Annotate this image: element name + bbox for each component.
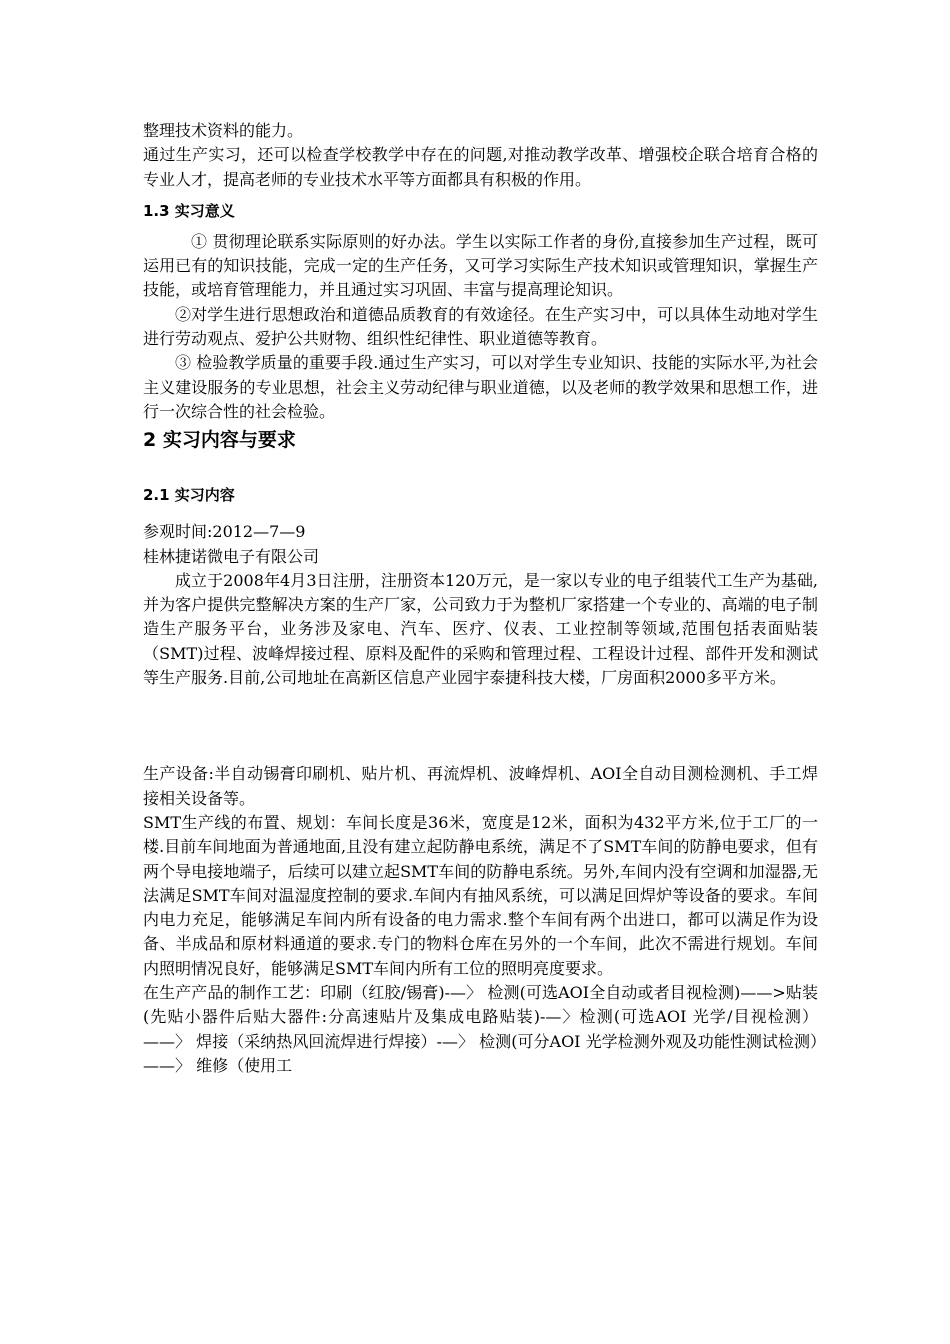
- process-paragraph: 在生产产品的制作工艺：印刷（红胶/锡膏)-—〉 检测(可选AOI全自动或者目视检测)——>贴装(先贴小器件后贴大器件:分高速贴片及集成电路贴装)-—〉检测(可选AOI 光学/目视检测）——〉 焊接（采纳热风回流焊进行焊接）-—〉 检测(可分AOI 光学检测外观及功能性测试检测）——〉 维修（使用工: [143, 983, 818, 1075]
- equipment-paragraph: 生产设备:半自动锡膏印刷机、贴片机、再流焊机、波峰焊机、AOI全自动目测检测机、手工焊接相关设备等。: [143, 764, 818, 808]
- company-description: 成立于2008年4月3日注册，注册资本120万元，是一家以专业的电子组装代工生产为基础,并为客户提供完整解决方案的生产厂家，公司致力于为整机厂家搭建一个专业的、高端的电子制造生产服务平台，业务涉及家电、汽车、医疗、仪表、工业控制等领域,范围包括表面贴装（SMT)过程、波峰焊接过程、原料及配件的采购和管理过程、工程设计过程、部件开发和测试等生产服务.目前,公司地址在高新区信息产业园宇泰捷科技大楼，厂房面积2000多平方米。: [143, 570, 818, 688]
- company-name: 桂林捷诺微电子有限公司: [143, 546, 320, 566]
- section-heading-2-1: 2.1 实习内容: [143, 486, 235, 505]
- document-page: [143, 119, 818, 1078]
- section-heading-1-3: 1.3 实习意义: [143, 201, 235, 220]
- section-heading-2: 2 实习内容与要求: [143, 429, 296, 452]
- list-item-1: ① 贯彻理论联系实际原则的好办法。学生以实际工作者的身份,直接参加生产过程，既可运用已有的知识技能，完成一定的生产任务，又可学习实际生产技术知识或管理知识，掌握生产技能，或培育管理能力，并且通过实习巩固、丰富与提高理论知识。: [143, 231, 818, 300]
- paragraph-intro-end: 整理技术资料的能力。: [143, 121, 304, 140]
- visit-time: 参观时间:2012—7—9: [143, 522, 306, 542]
- smt-layout-paragraph: SMT生产线的布置、规划：车间长度是36米，宽度是12米，面积为432平方米,位于工厂的一楼.目前车间地面为普通地面,且没有建立起防静电系统，满足不了SMT车间的防静电要求，但有两个导电接地端子，后续可以建立起SMT车间的防静电系统。另外,车间内没有空调和加湿器,无法满足SMT车间对温湿度控制的要求.车间内有抽风系统，可以满足回焊炉等设备的要求。车间内电力充足，能够满足车间内所有设备的电力需求.整个车间有两个出进口，都可以满足作为设备、半成品和原材料通道的要求.专门的物料仓库在另外的一个车间，此次不需进行规划。车间内照明情况良好，能够满足SMT车间内所有工位的照明亮度要求。: [143, 812, 818, 978]
- blank-gap: [143, 690, 818, 762]
- list-item-2: ②对学生进行思想政治和道德品质教育的有效途径。在生产实习中，可以具体生动地对学生进行劳动观点、爱护公共财物、组织性纪律性、职业道德等教育。: [143, 304, 818, 349]
- list-item-3: ③ 检验教学质量的重要手段.通过生产实习，可以对学生专业知识、技能的实际水平,为社会主义建设服务的专业思想，社会主义劳动纪律与职业道德，以及老师的教学效果和思想工作，进行一次综合性的社会检验。: [143, 353, 818, 421]
- paragraph-intro-2: 通过生产实习，还可以检查学校教学中存在的问题,对推动教学改革、增强校企联合培育合格的专业人才，提高老师的专业技术水平等方面都具有积极的作用。: [143, 145, 818, 189]
